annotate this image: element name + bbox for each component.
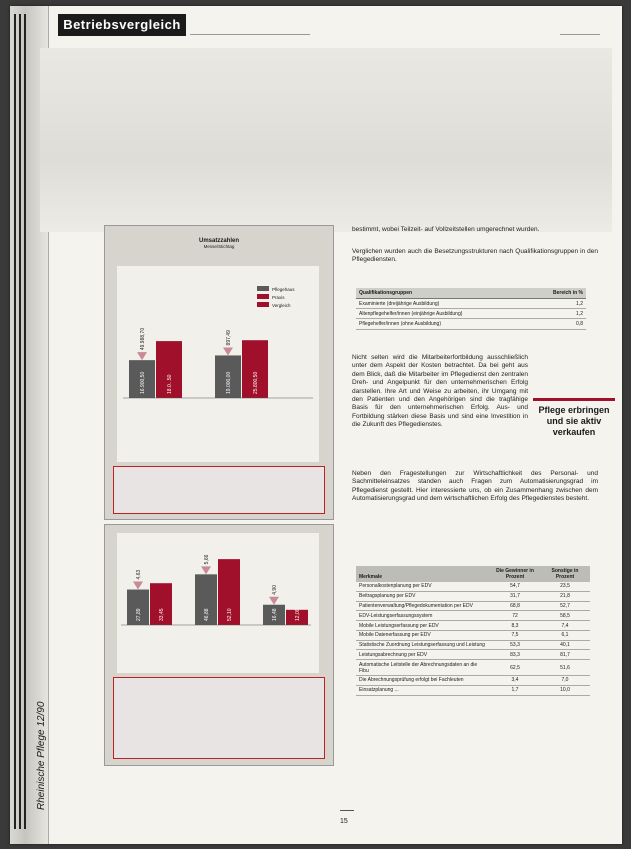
chart-1-plot <box>117 266 319 462</box>
table-row <box>356 611 590 621</box>
side-caption <box>36 630 50 810</box>
table-row <box>356 685 590 695</box>
table-cell: 1,7 <box>490 685 540 695</box>
table-cell: Personalkostenplanung per EDV <box>356 582 490 591</box>
table-cell: 51,6 <box>540 660 590 676</box>
bar-value-label: 16.900,50 <box>140 371 146 394</box>
table-cell: 3,4 <box>490 676 540 686</box>
table-header-cell: Die Gewinner in Prozent <box>490 566 540 582</box>
header-rule <box>190 34 310 35</box>
table-cell: 72 <box>490 611 540 621</box>
chart-1-title: Umsatzzahlen <box>198 238 239 244</box>
section-label: Betriebsvergleich <box>58 14 186 36</box>
bar-value-label: 25.800,50 <box>253 371 259 394</box>
paragraph-4: Neben den Fragestellungen zur Wirtschaftlichkeit des Personal- und Sachmitteleinsatzes standen auch Fragen zum Automatisierungsgrad im Pflegedienst gestellt. Hier interessierte uns, ob ein Zusammenhang zwischen dem Automatisierungsgrad und dem wirtschaftlichen Erfolg des Pflegedienstes besteht. <box>352 470 598 503</box>
table-header-cell: Merkmale <box>356 566 490 582</box>
pull-quote: Pflege erbringen und sie aktiv verkaufen <box>533 398 615 450</box>
side-caption-text: Rheinische Pflege 12/90 <box>36 701 47 810</box>
table-cell: 0,8 <box>529 319 586 329</box>
table-cell: 68,8 <box>490 601 540 611</box>
legend-label: Vergleich <box>272 303 291 308</box>
legend-swatch <box>257 294 269 299</box>
table-row <box>356 309 586 319</box>
table-cell: Die Abrechnungsprüfung erfolgt bei Fachleuten <box>356 676 490 686</box>
chart-1-subtitle: Messe/Stichtag <box>203 244 235 249</box>
table-cell: 54,7 <box>490 582 540 591</box>
table-row <box>356 582 590 591</box>
table-cell: 6,1 <box>540 630 590 640</box>
chart-2-note <box>113 677 325 759</box>
table-row <box>356 591 590 601</box>
table-cell: 8,3 <box>490 621 540 631</box>
table-cell: 1,2 <box>529 299 586 309</box>
legend-label: Praxis <box>272 295 285 300</box>
table-cell: 23,5 <box>540 582 590 591</box>
table-cell: EDV-Leistungserfassungssystem <box>356 611 490 621</box>
paragraph-3: Nicht selten wird die Mitarbeiterfortbildung ausschließlich unter dem Aspekt der Kosten betrachtet. Da bei geht aus dem Blick, daß die Mitarbeiter im Pflegedienst den zentralen Dreh- und Angelpunkt für den unternehmerischen Erfolg darstellen. Ihre Art und Weise zu arbeiten, ihr Umgang mit den Patienten und den Angehörigen sind die tragfähige Basis für den unternehmerischen Erfolg. Aus- und Fortbildung stärken diese Basis und sind eine Investition in die Zukunft des Pflegedienstes. <box>352 354 528 429</box>
table-cell: 31,7 <box>490 591 540 601</box>
merkmale-table <box>356 566 590 696</box>
paragraph-2: Verglichen wurden auch die Besetzungsstrukturen nach Qualifikationsgruppen in den Pflegediensten. <box>352 248 598 264</box>
table-cell: 53,3 <box>490 640 540 650</box>
table-row <box>356 650 590 660</box>
table-cell: Automatische Leitstelle der Abrechnungsdaten an die Fibu <box>356 660 490 676</box>
top-value-label: 5,66 <box>204 554 210 565</box>
table-cell: 7,4 <box>540 621 590 631</box>
bar-value-label: 46,88 <box>204 608 210 621</box>
table-cell: Mobile Datenerfassung per EDV <box>356 630 490 640</box>
table-cell: 62,5 <box>490 660 540 676</box>
table-row <box>356 621 590 631</box>
bar-value-label: 19.000,00 <box>226 371 232 394</box>
table-cell: 83,3 <box>490 650 540 660</box>
top-value-label: 4,63 <box>136 569 142 580</box>
legend-swatch <box>257 286 269 291</box>
chart-2-svg <box>117 533 319 673</box>
table-cell: 7,5 <box>490 630 540 640</box>
spine-line <box>24 14 26 829</box>
bar-value-label: 16,48 <box>272 608 278 621</box>
merkmale-table-body <box>356 582 590 695</box>
table-cell: Altenpflegehelfer/innen (einjährige Ausbildung) <box>356 309 529 319</box>
table-row <box>356 319 586 329</box>
table-header-row <box>356 566 590 582</box>
table-cell: 81,7 <box>540 650 590 660</box>
table-cell: Examinierte (dreijährige Ausbildung) <box>356 299 529 309</box>
legend-label: Pflegehaus <box>272 287 295 292</box>
chart-1-svg <box>117 266 319 462</box>
table-cell: 1,2 <box>529 309 586 319</box>
table-header-row <box>356 288 586 299</box>
header-rule <box>560 34 600 35</box>
bar-value-label: 33,45 <box>159 608 165 621</box>
top-value-label: 4,90 <box>272 584 278 595</box>
bar-value-label: 27,89 <box>136 608 142 621</box>
table-cell: Einsatzplanung ... <box>356 685 490 695</box>
faded-title-graphic <box>92 70 532 100</box>
table-row <box>356 640 590 650</box>
table-row <box>356 601 590 611</box>
qualification-table <box>356 288 586 330</box>
top-value-label: 897,49 <box>226 330 232 346</box>
bar-value-label: 18.0...50 <box>167 374 173 394</box>
table-header-cell: Bereich in % <box>529 288 586 299</box>
pointer-arrow <box>137 352 147 360</box>
chart-panel-1 <box>104 225 334 520</box>
table-cell: 10,0 <box>540 685 590 695</box>
table-cell: Leistungsabrechnung per EDV <box>356 650 490 660</box>
table-header-cell: Sonstige in Prozent <box>540 566 590 582</box>
page-number: 15 <box>340 818 348 825</box>
table-cell: 7,0 <box>540 676 590 686</box>
table-header-cell: Qualifikationsgruppen <box>356 288 529 299</box>
table-cell: Beitragsplanung per EDV <box>356 591 490 601</box>
legend-swatch <box>257 302 269 307</box>
spine-line <box>19 14 21 829</box>
chart-1-note <box>113 466 325 514</box>
chart-1-header <box>105 238 333 249</box>
table-cell: 40,1 <box>540 640 590 650</box>
footer-rule <box>340 810 354 811</box>
bar-value-label: 12,09 <box>295 608 301 621</box>
table-row <box>356 630 590 640</box>
chart-panel-2 <box>104 524 334 766</box>
table-cell: 52,7 <box>540 601 590 611</box>
table-cell: 58,5 <box>540 611 590 621</box>
table-cell: Patientenverwaltung/Pflegedokumentation per EDV <box>356 601 490 611</box>
table-row <box>356 299 586 309</box>
spine-line <box>14 14 16 829</box>
table-cell: 21,8 <box>540 591 590 601</box>
pointer-arrow <box>223 347 233 355</box>
table-row <box>356 660 590 676</box>
top-value-label: 49.988,70 <box>140 327 146 351</box>
pointer-arrow <box>269 597 279 605</box>
pointer-arrow <box>133 582 143 590</box>
table-cell: Pflegehelfer/innen (ohne Ausbildung) <box>356 319 529 329</box>
table-row <box>356 676 590 686</box>
pointer-arrow <box>201 566 211 574</box>
table-cell: Statistische Zuordnung Leistungserfassung und Leistung <box>356 640 490 650</box>
chart-2-plot <box>117 533 319 673</box>
table-cell: Mobile Leistungserfassung per EDV <box>356 621 490 631</box>
paragraph-1: bestimmt, wobei Teilzeit- auf Vollzeitstellen umgerechnet wurden. <box>352 226 540 233</box>
bar-value-label: 52,10 <box>227 608 233 621</box>
